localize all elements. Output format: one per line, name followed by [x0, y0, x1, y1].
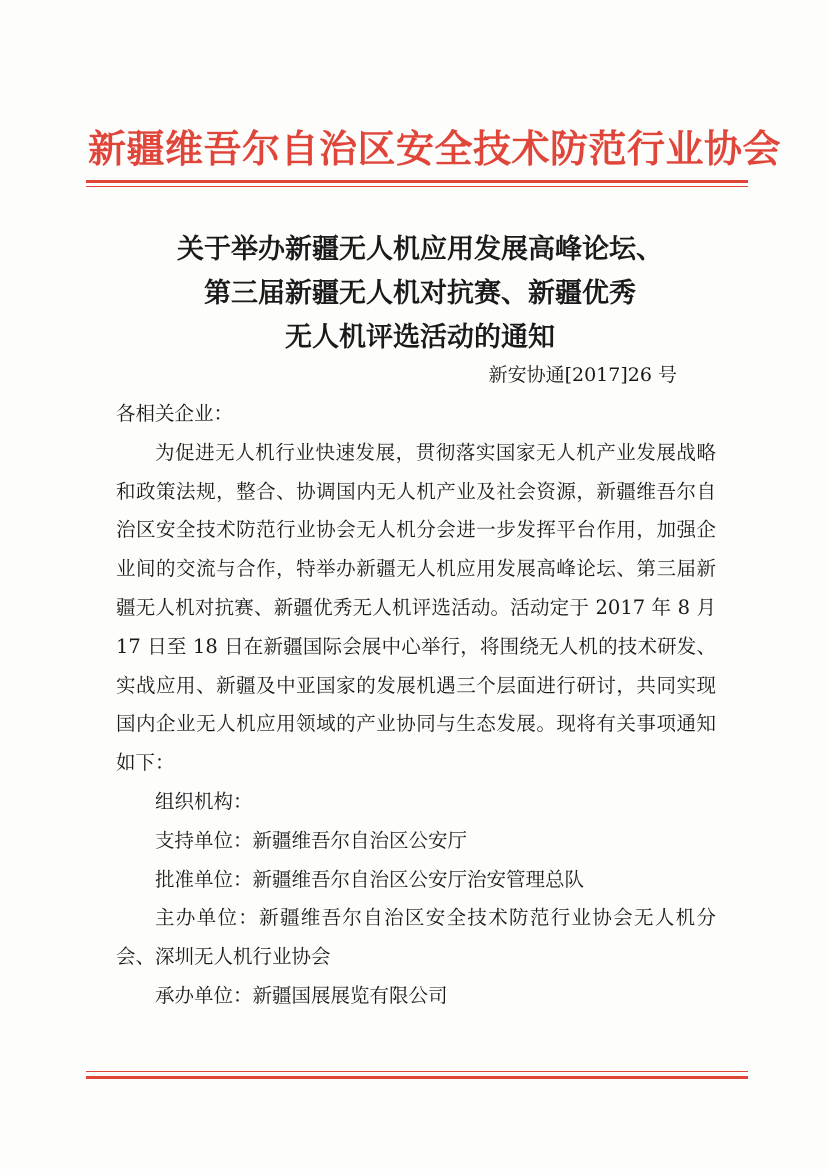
header-rule-thick [86, 180, 748, 183]
organization-letterhead: 新疆维吾尔自治区安全技术防范行业协会 [88, 126, 782, 171]
document-number: 新安协通[2017]26 号 [488, 364, 677, 386]
organizer-unit: 承办单位：新疆国展展览有限公司 [155, 983, 448, 1007]
footer-rule-thick [86, 1076, 748, 1079]
document-title [100, 228, 740, 360]
header-rule-thin [86, 186, 748, 187]
document-body [116, 395, 716, 1016]
support-unit: 支持单位：新疆维吾尔自治区公安厅 [155, 828, 468, 852]
title-line-2: 第三届新疆无人机对抗赛、新疆优秀 [204, 278, 636, 309]
title-line-1: 关于举办新疆无人机应用发展高峰论坛、 [177, 234, 663, 265]
host-unit: 主办单位：新疆维吾尔自治区安全技术防范行业协会无人机分会、深圳无人机行业协会 [116, 906, 716, 969]
title-line-3: 无人机评选活动的通知 [285, 322, 555, 353]
approval-unit: 批准单位：新疆维吾尔自治区公安厅治安管理总队 [155, 867, 585, 891]
salutation: 各相关企业： [116, 402, 234, 425]
organization-heading: 组织机构： [155, 789, 253, 813]
body-paragraph: 为促进无人机行业快速发展，贯彻落实国家无人机产业发展战略和政策法规，整合、协调国内无人机产业及社会资源，新疆维吾尔自治区安全技术防范行业协会无人机分会进一步发挥平台作用，加强企业间的交流与合作，特举办新疆无人机应用发展高峰论坛、第三届新疆无人机对抗赛、新疆优秀无人机评选活动。活动定于 2017 年 8 月 17 日至 18 日在新疆国际会展中心举行，将围绕无人机的技术研发、实战应用、新疆及中亚国家的发展机遇三个层面进行研讨，共同实现国内企业无人机应用领域的产业协同与生态发展。现将有关事项通知如下： [116, 440, 716, 775]
footer-rule-thin [86, 1071, 748, 1072]
